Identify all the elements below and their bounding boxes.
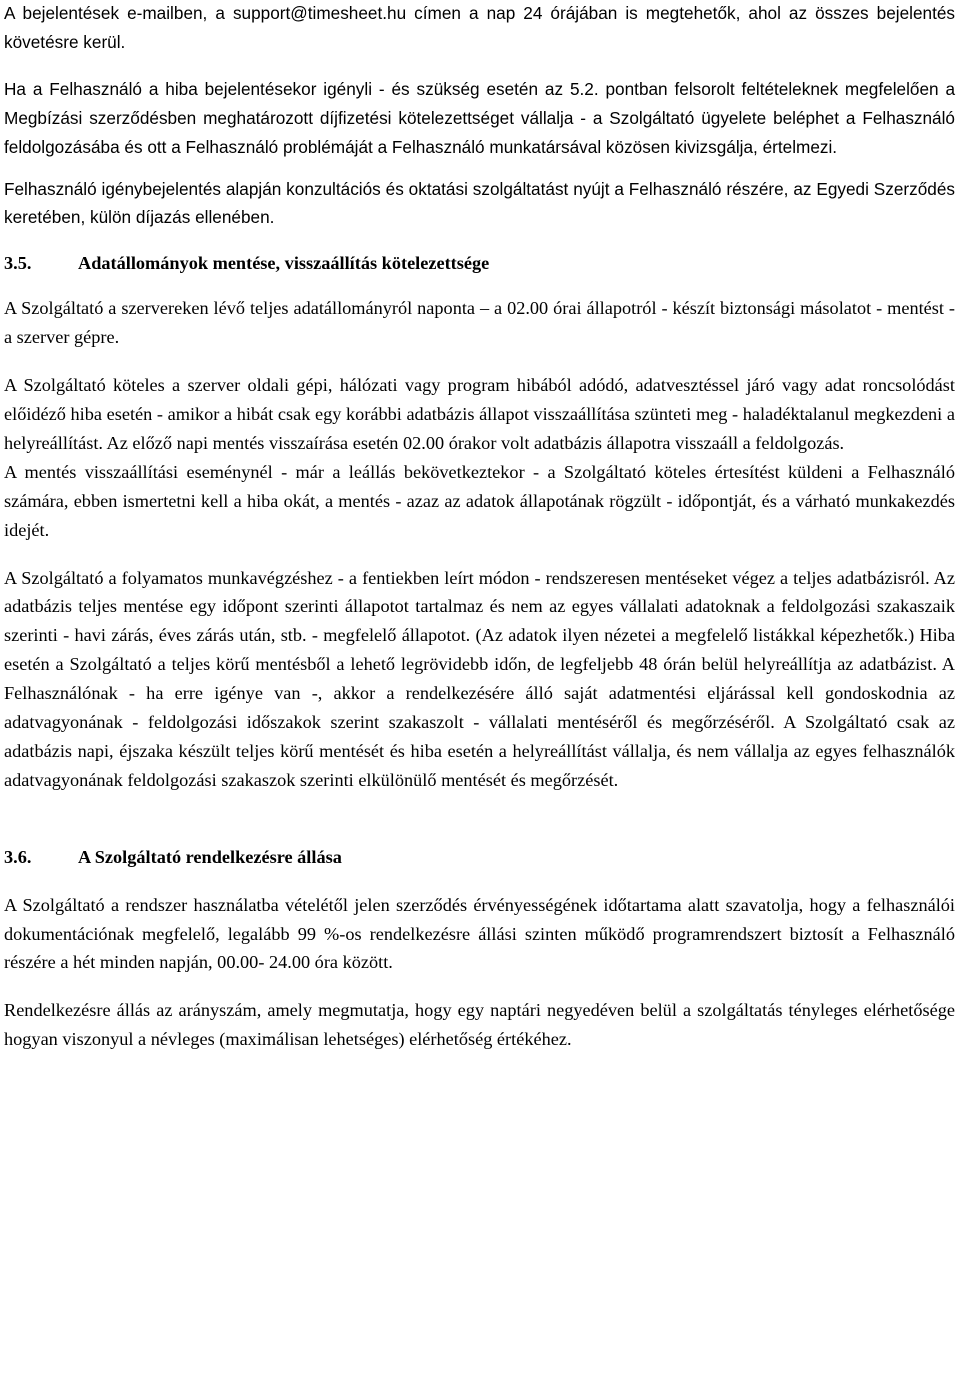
section-heading-3-5 bbox=[4, 249, 955, 278]
availability-guarantee-paragraph: A Szolgáltató a rendszer használatba vételétől jelen szerződés érvényességének időtartama alatt szavatolja, hogy a felhasználói dokumentációnak megfelelő, legalább 99 %-os rendelkezésre állási szinten működő programrendszert biztosít a Felhasználó részére a hét minden napján, 00.00- 24.00 óra között. bbox=[4, 894, 955, 973]
section-title: Adatállományok mentése, visszaállítás kötelezettsége bbox=[78, 253, 490, 274]
section-number: 3.5. bbox=[4, 253, 32, 274]
document-page bbox=[4, 0, 955, 1054]
section-heading-3-6 bbox=[4, 843, 955, 872]
restore-notification-paragraph: A mentés visszaállítási eseménynél - már a leállás bekövetkeztekor - a Szolgáltató köteles értesítést küldeni a Felhasználó számára, ebben ismertetni kell a hiba okát, a mentés - azaz az adatok állapotának rögzült - időpontját, és a várható munkakezdés idejét. bbox=[4, 461, 955, 540]
support-email-paragraph: A bejelentések e-mailben, a support@timesheet.hu címen a nap 24 órájában is megtehetők, ahol az összes bejelentés követésre kerül. bbox=[4, 3, 955, 52]
backup-scope-paragraph: A Szolgáltató a folyamatos munkavégzéshez - a fentiekben leírt módon - rendszeresen mentéseket végez a teljes adatbázisról. Az adatbázis teljes mentése egy időpont szerinti állapotot tartalmaz és nem az egyes vállalati adatoknak a feldolgozási szakaszaik szerinti - havi zárás, éves zárás után, stb. - megfelelő állapotot. (Az adatok ilyen nézetei a megfelelő listákkal képezhetők.) Hiba esetén a Szolgáltató a teljes körű mentésből a lehető legrövidebb időn, de legfeljebb 48 órán belül helyreállítja az adatbázist. A Felhasználónak - ha erre igénye van -, akkor a rendelkezésére álló saját adatmentési eljárással kell gondoskodnia az adatvagyonának - feldolgozási időszakok szerint szakaszolt - vállalati mentéséről és megőrzéséről. A Szolgáltató csak az adatbázis napi, éjszaka készült teljes körű mentését és hiba esetén a helyreállítást vállalja, és nem vállalja az egyes felhasználók adatvagyonának feldolgozási szakaszok szerinti elkülönülő mentését és megőrzését. bbox=[4, 567, 955, 790]
section-number: 3.6. bbox=[4, 846, 32, 867]
daily-backup-paragraph: A Szolgáltató a szervereken lévő teljes adatállományról naponta – a 02.00 órai állapotról - készít biztonsági másolatot - mentést - a szerver gépre. bbox=[4, 298, 955, 348]
consulting-paragraph: Felhasználó igénybejelentés alapján konzultációs és oktatási szolgáltatást nyújt a Felhasználó részére, az Egyedi Szerződés keretében, külön díjazás ellenében. bbox=[4, 178, 955, 228]
restore-obligation-paragraph: A Szolgáltató köteles a szerver oldali gépi, hálózati vagy program hibából adódó, adatvesztéssel járó vagy adat roncsolódást előidéző hiba esetén - amikor a hibát csak egy korábbi adatbázis állapot visszaállítása szünteti meg - haladéktalanul megkezdeni a helyreállítást. Az előző napi mentés visszaírása esetén 02.00 órakor volt adatbázis állapotra visszaáll a feldolgozás. bbox=[4, 375, 955, 453]
section-title: A Szolgáltató rendelkezésre állása bbox=[78, 846, 342, 867]
on-call-service-paragraph: Ha a Felhasználó a hiba bejelentésekor igényli - és szükség esetén az 5.2. pontban felsorolt feltételeknek megfelelően a Megbízási szerződésben meghatározott díjfizetési kötelezettséget vállalja - a Szolgáltató ügyelete beléphet a Felhasználó feldolgozásába és ott a Felhasználó problémáját a Felhasználó munkatársával közösen kivizsgálja, értelmezi. bbox=[4, 78, 955, 157]
availability-definition-paragraph: Rendelkezésre állás az arányszám, amely megmutatja, hogy egy naptári negyedéven belül a szolgáltatás tényleges elérhetősége hogyan viszonyul a névleges (maximálisan lehetséges) elérhetőség értékéhez. bbox=[4, 1000, 955, 1050]
